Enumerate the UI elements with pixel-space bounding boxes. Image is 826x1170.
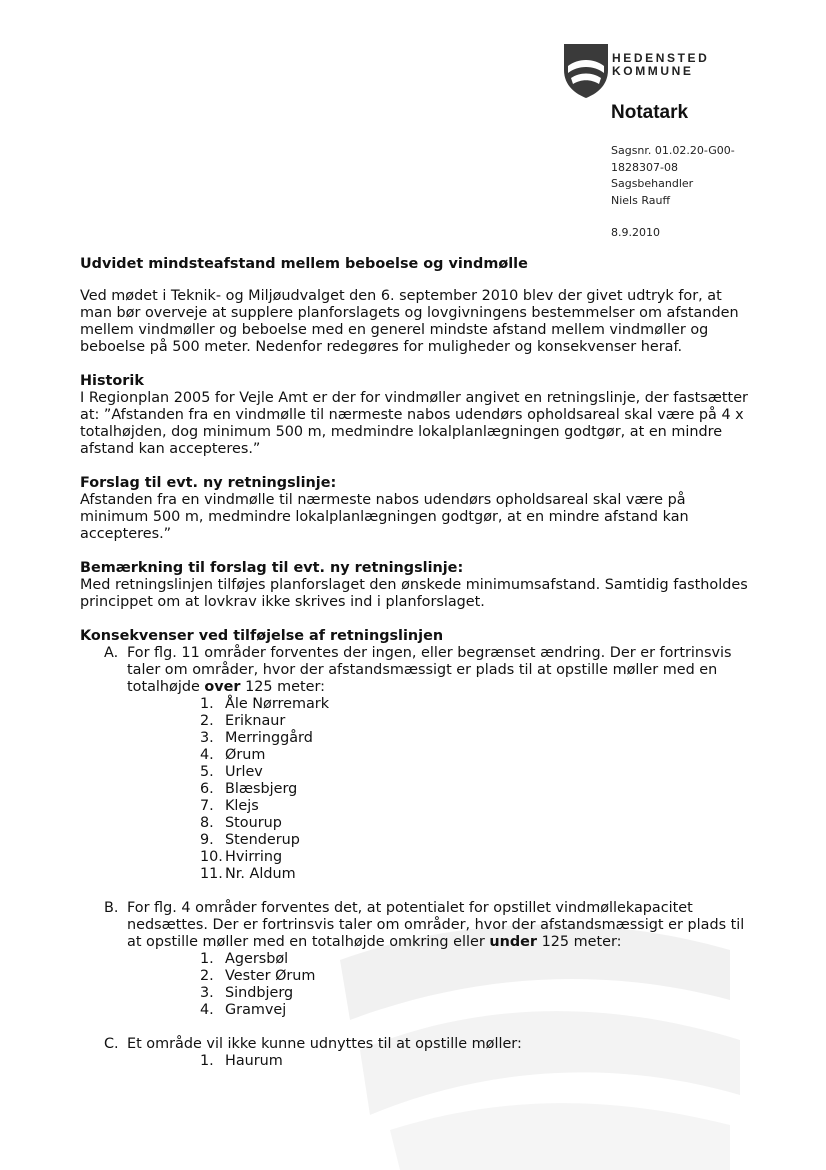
consequence-b-text-after: 125 meter: bbox=[541, 934, 622, 950]
area-item-number: 9. bbox=[200, 832, 214, 848]
area-item bbox=[200, 798, 752, 815]
area-item bbox=[200, 781, 752, 798]
logo-line-2: KOMMUNE bbox=[612, 64, 694, 78]
area-item-name: Hvirring bbox=[225, 849, 283, 865]
emphasis-under: under bbox=[489, 934, 537, 950]
area-item-name: Åle Nørremark bbox=[225, 696, 330, 712]
area-item-name: Agersbøl bbox=[225, 951, 289, 967]
area-item-number: 7. bbox=[200, 798, 214, 814]
area-item bbox=[200, 815, 752, 832]
area-item bbox=[200, 849, 752, 866]
area-item-name: Vester Ørum bbox=[225, 968, 316, 984]
list-marker: A. bbox=[104, 645, 119, 661]
area-item-name: Stourup bbox=[225, 815, 282, 831]
history-heading: Historik bbox=[80, 373, 144, 389]
area-item-number: 1. bbox=[200, 696, 214, 712]
area-item-number: 4. bbox=[200, 747, 214, 763]
area-item bbox=[200, 1002, 752, 1019]
area-item-number: 10. bbox=[200, 849, 223, 865]
case-number-cont: 1828307-08 bbox=[611, 160, 678, 174]
history-text: I Regionplan 2005 for Vejle Amt er der for vindmøller angivet en retningslinje, der fastsætter at: ”Afstanden fra en vindmølle til nærmeste nabos udendørs opholdsareal skal være på 4 x totalhøjden, dog minimum 500 m, medmindre lokalplanlægningen godtgør, at en mindre afstand kan accepteres.” bbox=[80, 390, 748, 457]
area-item-number: 1. bbox=[200, 951, 214, 967]
emphasis-over: over bbox=[204, 679, 241, 695]
area-item bbox=[200, 730, 752, 747]
area-item-number: 5. bbox=[200, 764, 214, 780]
consequences-heading: Konsekvenser ved tilføjelse af retningslinjen bbox=[80, 628, 444, 644]
consequence-a-text-after: 125 meter: bbox=[245, 679, 326, 695]
handler-name: Niels Rauff bbox=[611, 193, 671, 207]
remark-text: Med retningslinjen tilføjes planforslaget den ønskede minimumsafstand. Samtidig fastholdes princippet om at lovkrav ikke skrives ind i planforslaget. bbox=[80, 577, 748, 610]
area-item-name: Gramvej bbox=[225, 1002, 287, 1018]
handler-label: Sagsbehandler bbox=[611, 177, 694, 190]
case-number: Sagsnr. 01.02.20-G00- bbox=[611, 144, 735, 157]
area-item-number: 6. bbox=[200, 781, 214, 797]
area-item-name: Urlev bbox=[225, 764, 263, 780]
consequences-section bbox=[80, 628, 752, 1070]
area-item-number: 4. bbox=[200, 1002, 214, 1018]
area-item bbox=[200, 764, 752, 781]
list-marker: B. bbox=[104, 900, 119, 916]
intro-paragraph: Ved mødet i Teknik- og Miljøudvalget den 6. september 2010 blev der givet udtryk for, at man bør overveje at supplere planforslagets og lovgivningens bestemmelser om afstanden mellem vindmøller og beboelse med en generel mindste afstand mellem vindmøller og beboelse på 500 meter. Nedenfor redegøres for muligheder og konsekvenser heraf. bbox=[80, 288, 739, 355]
area-item bbox=[200, 968, 752, 985]
area-item-name: Ørum bbox=[225, 747, 266, 763]
area-item bbox=[200, 832, 752, 849]
proposal-section bbox=[80, 475, 752, 543]
consequence-b-text-before: For flg. 4 områder forventes det, at potentialet for opstillet vindmøllekapacitet nedsættes. Der er fortrinsvis taler om områder, hvor der afstandsmæssigt er plads til at opstille møller med en totalhøjde omkring eller bbox=[127, 900, 745, 950]
area-item-number: 11. bbox=[200, 866, 223, 882]
area-item-name: Nr. Aldum bbox=[225, 866, 296, 882]
area-item-number: 2. bbox=[200, 713, 214, 729]
area-item-name: Sindbjerg bbox=[225, 985, 294, 1001]
remark-section bbox=[80, 560, 752, 611]
area-item bbox=[200, 696, 752, 713]
consequence-b-text bbox=[127, 900, 744, 950]
proposal-text: Afstanden fra en vindmølle til nærmeste nabos udendørs opholdsareal skal være på minimum 500 m, medmindre lokalplanlægningen godtgør, at en mindre afstand kan accepteres.” bbox=[80, 492, 689, 542]
consequence-b bbox=[80, 900, 752, 1019]
document-body bbox=[80, 256, 752, 1070]
area-item-name: Stenderup bbox=[225, 832, 300, 848]
area-item-name: Klejs bbox=[225, 798, 259, 814]
area-item-name: Blæsbjerg bbox=[225, 781, 298, 797]
document-date: 8.9.2010 bbox=[611, 226, 660, 239]
document-type: Notatark bbox=[611, 102, 689, 123]
area-item-number: 8. bbox=[200, 815, 214, 831]
history-section bbox=[80, 373, 752, 458]
area-item bbox=[200, 985, 752, 1002]
logo-wordmark bbox=[612, 52, 709, 78]
consequence-c bbox=[80, 1036, 752, 1070]
area-item-number: 3. bbox=[200, 730, 214, 746]
area-item-number: 1. bbox=[200, 1053, 214, 1069]
area-list-b bbox=[127, 951, 752, 1019]
area-item bbox=[200, 951, 752, 968]
area-list-a bbox=[127, 696, 752, 883]
area-item bbox=[200, 747, 752, 764]
area-item-name: Merringgård bbox=[225, 730, 313, 746]
consequence-a-text-before: For flg. 11 områder forventes der ingen, eller begrænset ændring. Der er fortrinsvis taler om områder, hvor der afstandsmæssigt er plads til at opstille møller med en totalhøjde bbox=[127, 645, 732, 695]
document-title: Udvidet mindsteafstand mellem beboelse og vindmølle bbox=[80, 256, 528, 272]
list-marker: C. bbox=[104, 1036, 119, 1052]
area-item-number: 2. bbox=[200, 968, 214, 984]
area-item-name: Eriknaur bbox=[225, 713, 286, 729]
consequence-a-text bbox=[127, 645, 732, 695]
document-meta bbox=[611, 143, 735, 242]
area-item-name: Haurum bbox=[225, 1053, 283, 1069]
area-item-number: 3. bbox=[200, 985, 214, 1001]
consequence-list bbox=[80, 645, 752, 1070]
proposal-heading: Forslag til evt. ny retningslinje: bbox=[80, 475, 337, 491]
area-item bbox=[200, 1053, 752, 1070]
logo-line-1: HEDENSTED bbox=[612, 51, 710, 65]
consequence-c-text: Et område vil ikke kunne udnyttes til at opstille møller: bbox=[127, 1036, 522, 1052]
area-list-c bbox=[127, 1053, 752, 1070]
remark-heading: Bemærkning til forslag til evt. ny retningslinje: bbox=[80, 560, 464, 576]
consequence-a bbox=[80, 645, 752, 883]
area-item bbox=[200, 866, 752, 883]
area-item bbox=[200, 713, 752, 730]
